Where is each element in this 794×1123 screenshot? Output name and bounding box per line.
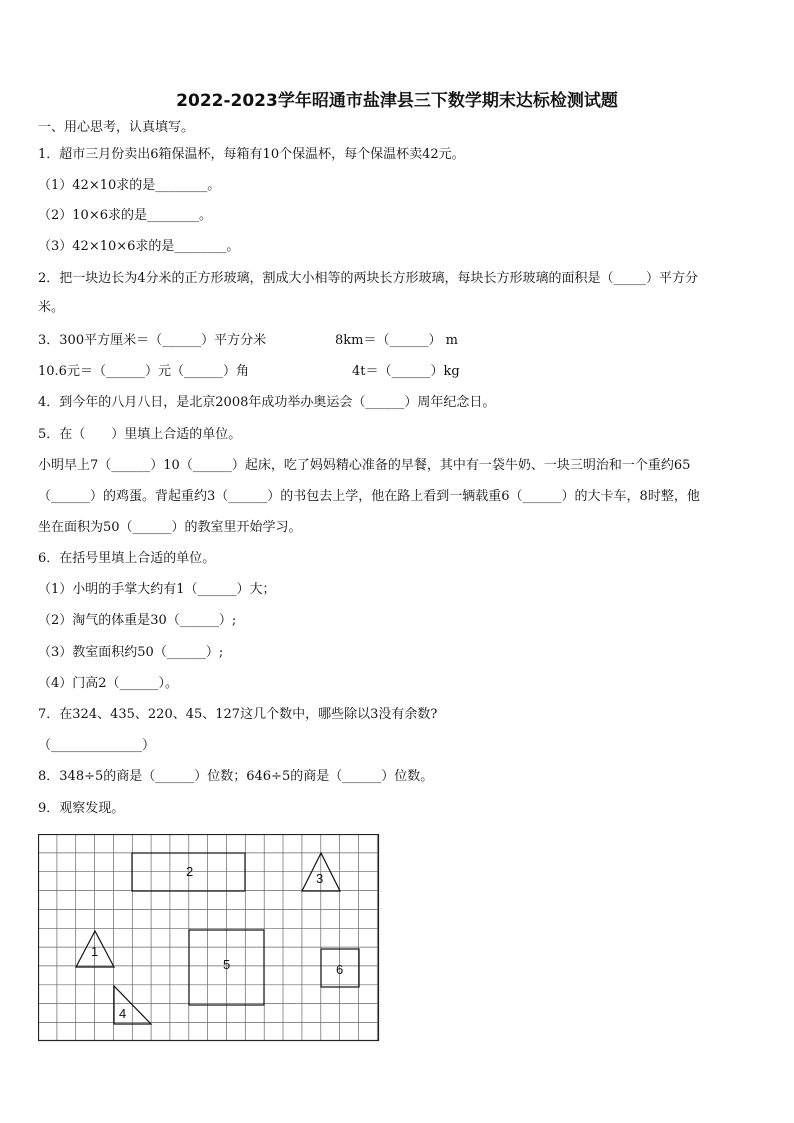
question-2-cont: 米。 — [38, 300, 65, 315]
shape-4-label: 4 — [119, 1006, 127, 1021]
question-5-text-1: 小明早上7（______）10（______）起床，吃了妈妈精心准备的早餐，其中有一袋牛奶、一块三明治和一个重约65 — [38, 458, 691, 473]
question-6-part-3: （3）教室面积约50（______）; — [38, 645, 224, 660]
question-6-part-1: （1）小明的手掌大约有1（______）大； — [38, 582, 276, 597]
question-7: 7．在324、435、220、45、127这几个数中，哪些除以3没有余数? — [38, 707, 438, 722]
question-8: 8．348÷5的商是（______）位数；646÷5的商是（______）位数。 — [38, 769, 434, 784]
shape-5-label: 5 — [223, 957, 231, 972]
grid-figure — [38, 834, 380, 1042]
question-5-text-3: 坐在面积为50（______）的教室里开始学习。 — [38, 520, 302, 535]
shape-3-label: 3 — [316, 871, 324, 886]
question-1-part-2: （2）10×6求的是________。 — [38, 208, 212, 223]
question-5-text-2: （______）的鸡蛋。背起重约3（______）的书包去上学，他在路上看到一辆载重6（______）的大卡车，8时整，他 — [38, 489, 700, 504]
question-3-c: 10.6元＝（______）元（______）角 — [38, 364, 249, 379]
question-2: 2．把一块边长为4分米的正方形玻璃，割成大小相等的两块长方形玻璃，每块长方形玻璃的面积是（_____）平方分 — [38, 271, 699, 286]
question-6-part-4: （4）门高2（______）。 — [38, 676, 179, 691]
question-6: 6．在括号里填上合适的单位。 — [38, 551, 216, 566]
question-9: 9．观察发现。 — [38, 801, 125, 816]
question-3-a: 3．300平方厘米＝（______）平方分米 — [38, 333, 267, 348]
page-title: 2022-2023学年昭通市盐津县三下数学期末达标检测试题 — [176, 91, 618, 111]
shape-2-label: 2 — [186, 864, 194, 879]
question-1-part-3: （3）42×10×6求的是________。 — [38, 239, 240, 254]
question-5: 5．在（ ）里填上合适的单位。 — [38, 427, 242, 442]
section-heading: 一、用心思考，认真填写。 — [38, 120, 195, 135]
question-1: 1．超市三月份卖出6箱保温杯，每箱有10个保温杯，每个保温杯卖42元。 — [38, 147, 465, 162]
shape-6-label: 6 — [336, 962, 344, 977]
question-7-answer: （______________） — [38, 738, 156, 753]
question-6-part-2: （2）淘气的体重是30（______）; — [38, 613, 237, 628]
question-4: 4．到今年的八月八日，是北京2008年成功举办奥运会（______）周年纪念日。 — [38, 395, 496, 410]
question-1-part-1: （1）42×10求的是________。 — [38, 178, 221, 193]
question-3-b: 8km＝（______） m — [335, 333, 458, 348]
question-3-d: 4t＝（______）kg — [352, 364, 460, 379]
shape-1-label: 1 — [91, 944, 99, 959]
